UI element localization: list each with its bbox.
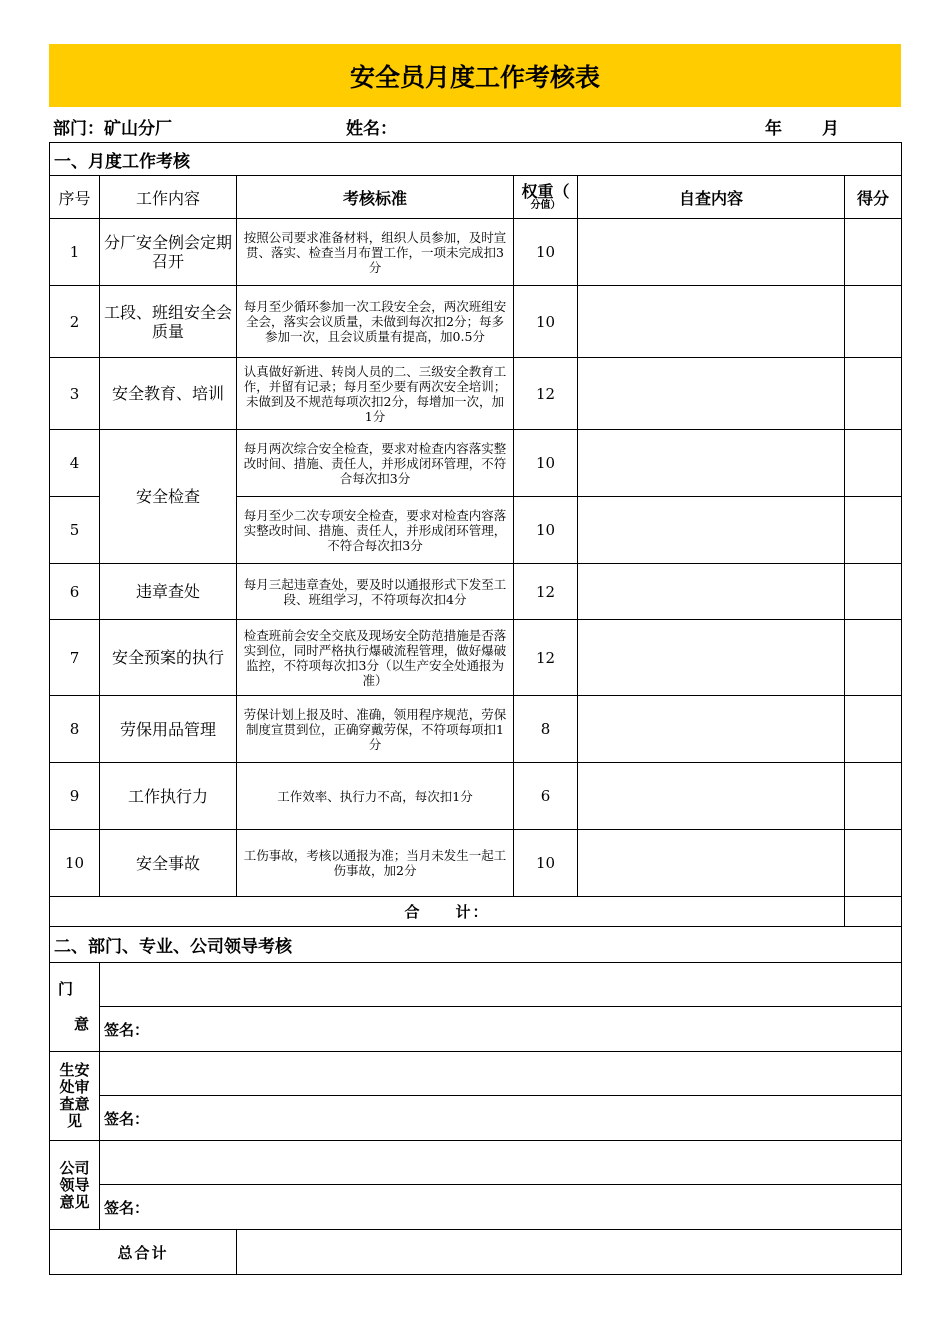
table-header-row [50, 176, 902, 219]
safety-opinion-label [50, 1052, 100, 1141]
opinion-row-leader [50, 1141, 902, 1185]
safety-opinion-cell[interactable] [100, 1052, 902, 1096]
row-score-cell[interactable] [845, 497, 902, 564]
year-label: 年 [765, 118, 782, 139]
total-score-cell[interactable] [845, 897, 902, 927]
row-no: 5 [50, 497, 100, 564]
row-content: 工作执行力 [100, 763, 237, 830]
row-no: 6 [50, 564, 100, 620]
total-row [50, 897, 902, 927]
col-header-content: 工作内容 [100, 176, 237, 219]
row-score-cell[interactable] [845, 286, 902, 358]
row-standard: 劳保计划上报及时、准确，领用程序规范，劳保制度宣贯到位，正确穿戴劳保，不符项每项扣1分 [237, 696, 514, 763]
table-row [50, 564, 902, 620]
name-label: 姓名： [346, 118, 397, 139]
row-score-cell[interactable] [845, 763, 902, 830]
department-opinion-label-top: 门 [58, 980, 74, 998]
row-no: 7 [50, 620, 100, 696]
month-label: 月 [822, 118, 839, 139]
table-row [50, 430, 902, 497]
department-opinion-label [50, 963, 100, 1052]
leader-opinion-label [50, 1141, 100, 1230]
safety-opinion-label-text: 生安处审查意见 [59, 1061, 90, 1130]
row-self-check-cell[interactable] [578, 763, 845, 830]
opinion-row-safety [50, 1052, 902, 1096]
row-score-cell[interactable] [845, 564, 902, 620]
row-no: 8 [50, 696, 100, 763]
col-header-score: 得分 [845, 176, 902, 219]
section1-title: 一、月度工作考核 [50, 143, 902, 176]
row-score-cell[interactable] [845, 696, 902, 763]
row-self-check-cell[interactable] [578, 564, 845, 620]
row-self-check-cell[interactable] [578, 830, 845, 897]
leader-signature[interactable]: 签名： [100, 1185, 902, 1230]
row-content: 分厂安全例会定期召开 [100, 219, 237, 286]
row-content: 安全教育、培训 [100, 358, 237, 430]
row-standard: 每月至少循环参加一次工段安全会，两次班组安全会，落实会议质量，未做到每次扣2分；每多参加一次，且会议质量有提高，加0.5分 [237, 286, 514, 358]
table-row [50, 219, 902, 286]
grand-total-row [50, 1230, 902, 1275]
table-row [50, 286, 902, 358]
department-label: 部门：矿山分厂 [53, 118, 172, 139]
row-weight: 10 [514, 430, 578, 497]
grand-total-cell[interactable] [237, 1230, 902, 1275]
table-row [50, 620, 902, 696]
row-score-cell[interactable] [845, 430, 902, 497]
col-header-weight [514, 176, 578, 219]
row-weight: 12 [514, 358, 578, 430]
row-weight: 10 [514, 830, 578, 897]
row-weight: 12 [514, 564, 578, 620]
row-weight: 6 [514, 763, 578, 830]
row-standard: 按照公司要求准备材料，组织人员参加，及时宣贯、落实、检查当月布置工作，一项未完成扣3分 [237, 219, 514, 286]
row-self-check-cell[interactable] [578, 497, 845, 564]
leader-opinion-cell[interactable] [100, 1141, 902, 1185]
row-no: 9 [50, 763, 100, 830]
grand-total-label: 总合计 [50, 1230, 237, 1275]
row-weight: 10 [514, 286, 578, 358]
row-weight: 8 [514, 696, 578, 763]
row-score-cell[interactable] [845, 830, 902, 897]
row-self-check-cell[interactable] [578, 696, 845, 763]
row-standard: 认真做好新进、转岗人员的二、三级安全教育工作，并留有记录；每月至少要有两次安全培训；未做到及不规范每项次扣2分，每增加一次，加1分 [237, 358, 514, 430]
total-label: 合 计： [50, 897, 845, 927]
row-weight: 12 [514, 620, 578, 696]
col-header-self-check: 自查内容 [578, 176, 845, 219]
row-content: 安全检查 [100, 430, 237, 564]
weight-unit-text: 分值） [530, 199, 561, 211]
page-title: 安全员月度工作考核表 [49, 44, 901, 107]
row-standard: 每月三起违章查处，要及时以通报形式下发至工段、班组学习，不符项每次扣4分 [237, 564, 514, 620]
row-score-cell[interactable] [845, 620, 902, 696]
col-header-standard: 考核标准 [237, 176, 514, 219]
col-header-no: 序号 [50, 176, 100, 219]
section2-title: 二、部门、专业、公司领导考核 [50, 927, 902, 963]
row-score-cell[interactable] [845, 219, 902, 286]
weight-header-text: 权重（ [521, 181, 570, 201]
row-no: 4 [50, 430, 100, 497]
row-content: 安全预案的执行 [100, 620, 237, 696]
department-opinion-cell[interactable] [100, 963, 902, 1007]
row-standard: 检查班前会安全交底及现场安全防范措施是否落实到位，同时严格执行爆破流程管理，做好爆破监控，不符项每次扣3分（以生产安全处通报为准） [237, 620, 514, 696]
row-self-check-cell[interactable] [578, 358, 845, 430]
leader-opinion-label-text: 公司领导意见 [59, 1158, 90, 1211]
row-weight: 10 [514, 497, 578, 564]
row-self-check-cell[interactable] [578, 286, 845, 358]
department-signature[interactable]: 签名： [100, 1007, 902, 1052]
row-no: 10 [50, 830, 100, 897]
department-opinion-label-bottom: 意 [73, 1015, 89, 1033]
row-self-check-cell[interactable] [578, 430, 845, 497]
row-no: 3 [50, 358, 100, 430]
table-row [50, 763, 902, 830]
row-standard: 工伤事故，考核以通报为准；当月未发生一起工伤事故，加2分 [237, 830, 514, 897]
row-standard: 每月两次综合安全检查，要求对检查内容落实整改时间、措施、责任人，并形成闭环管理，不符合每次扣3分 [237, 430, 514, 497]
row-score-cell[interactable] [845, 358, 902, 430]
table-row [50, 358, 902, 430]
safety-signature[interactable]: 签名： [100, 1096, 902, 1141]
row-self-check-cell[interactable] [578, 219, 845, 286]
table-row [50, 696, 902, 763]
row-content: 安全事故 [100, 830, 237, 897]
assessment-table [49, 142, 902, 1275]
row-no: 2 [50, 286, 100, 358]
row-no: 1 [50, 219, 100, 286]
row-content: 劳保用品管理 [100, 696, 237, 763]
row-content: 违章查处 [100, 564, 237, 620]
opinion-row-department [50, 963, 902, 1007]
row-standard: 每月至少二次专项安全检查，要求对检查内容落实整改时间、措施、责任人，并形成闭环管理，不符合每次扣3分 [237, 497, 514, 564]
row-self-check-cell[interactable] [578, 620, 845, 696]
table-row [50, 830, 902, 897]
row-standard: 工作效率、执行力不高，每次扣1分 [237, 763, 514, 830]
row-weight: 10 [514, 219, 578, 286]
row-content: 工段、班组安全会质量 [100, 286, 237, 358]
